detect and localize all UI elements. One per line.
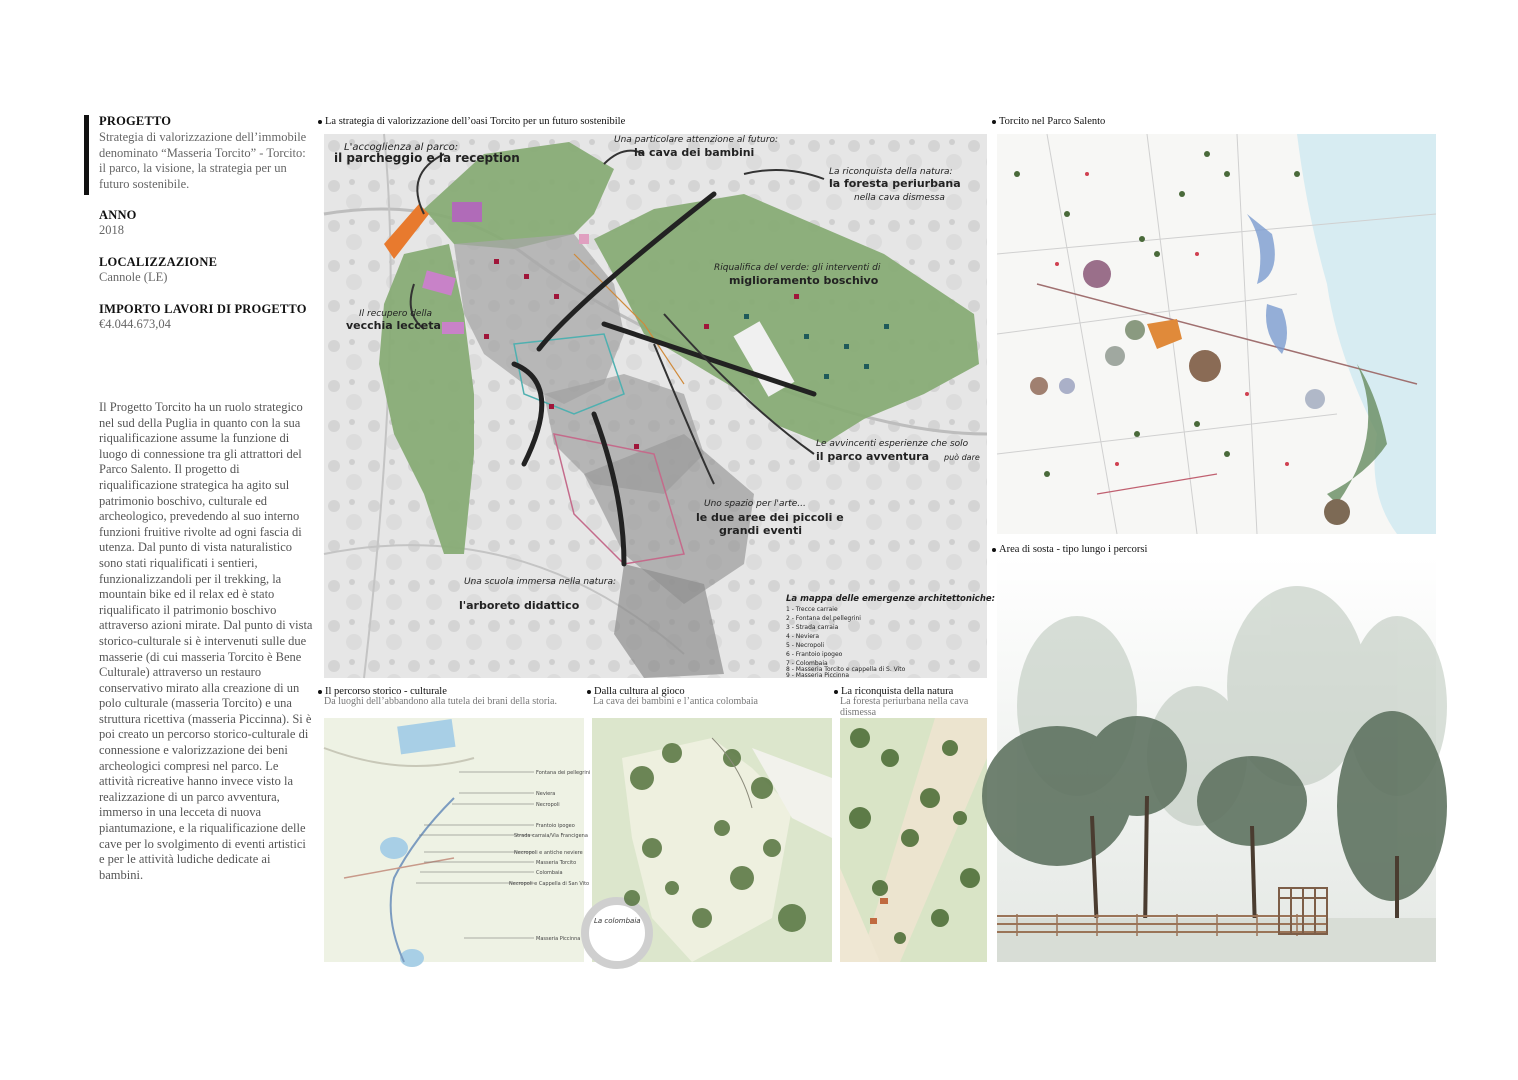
caption-percorso: Il percorso storico - culturale (318, 686, 447, 697)
amount-value: €4.044.673,04 (99, 317, 171, 331)
legend-item: 2 - Fontana del pellegrini (786, 615, 861, 622)
percorso-label: Frantoio ipogeo (536, 823, 575, 829)
accent-bar (84, 115, 89, 195)
year-label: ANNO (99, 208, 137, 222)
percorso-label: Neviera (536, 791, 556, 797)
annot-4-big: vecchia lecceta (346, 319, 441, 332)
legend-item: 9 - Masseria Piccinna (786, 672, 850, 679)
percorso-label: Necropoli e antiche neviere (514, 850, 583, 856)
caption-strategy: La strategia di valorizzazione dell’oasi Torcito per un futuro sostenibile (318, 116, 625, 127)
annot-0-big: il parcheggio e la reception (334, 151, 520, 165)
caption-area-sosta: Area di sosta - tipo lungo i percorsi (992, 544, 1147, 555)
caption-cultura: Dalla cultura al gioco (587, 686, 685, 697)
percorso-label: Masseria Torcito (536, 860, 577, 866)
location-label: LOCALIZZAZIONE (99, 255, 218, 269)
caption-parco-salento: Torcito nel Parco Salento (992, 116, 1105, 127)
subcaption-cultura: La cava dei bambini e l’antica colombaia (593, 696, 758, 707)
annot-6-tail: grandi eventi (719, 524, 802, 537)
annot-3-small: Riqualifica del verde: gli interventi di (714, 263, 881, 273)
project-label: PROGETTO (99, 114, 172, 128)
project-value: Strategia di valorizzazione dell’immobile denominato “Masseria Torcito” - Torcito: il parco, la visione, la strategia per un futuro sostenibile. (99, 130, 307, 191)
annot-2-tail: nella cava dismessa (854, 193, 945, 203)
percorso-plan (324, 718, 591, 962)
annot-0-small: L'accoglienza al parco: (344, 142, 459, 153)
area-sosta-render (997, 556, 1436, 962)
legend-title: La mappa delle emergenze architettoniche: (786, 594, 996, 604)
legend-item: 1 - Trecce carraie (786, 606, 838, 613)
strategy-map (324, 134, 996, 679)
annot-7-small: Una scuola immersa nella natura: (464, 577, 617, 587)
annot-2-small: La riconquista della natura: (829, 167, 953, 177)
annot-4-small: Il recupero della (359, 309, 432, 319)
annot-6-small: Uno spazio per l'arte... (704, 499, 806, 509)
amount-label: IMPORTO LAVORI DI PROGETTO (99, 302, 307, 316)
annot-5-big: il parco avventura (816, 450, 929, 463)
legend-item: 6 - Frantoio ipogeo (786, 651, 843, 658)
annot-5-tail: può dare (944, 453, 980, 462)
cava-bambini-plan (592, 718, 832, 962)
annot-1-small: Una particolare attenzione al futuro: (614, 135, 779, 145)
project-description: Il Progetto Torcito ha un ruolo strategico nel sud della Puglia in quanto con la sua riqualificazione assume la funzione di luogo di connessione tra gli attrattori del Parco Salento. Il progetto di riqualificazione strategica ha agito sul patrimonio boschivo, culturale ed archeologico, prevedendo al suo interno funzioni fruitive rivolte ad ogni fascia di utenza. Dal punto di vista naturalistico sono stati riqualificati i sentieri, funzionalizzandoli per il trekking, la mountain bike ed il relax ed è stato riqualificato il patrimonio boschivo attraverso azioni mirate. Dal punto di vista storico-culturale si è intervenuti sulle due masserie (di cui masseria Torcito è Bene Culturale) attraverso un restauro conservativo mirato alla creazione di un polo culturale (masseria Torcito) e una struttura ricettiva (masseria Piccinna). Si è poi creato un percorso storico-culturale di connessione e valorizzazione dei beni archeologici compresi nel parco. Le attività ricreative hanno invece visto la realizzazione di un parco avventura, immerso in una lecceta di nuova piantumazione, e la riqualificazione delle cave per lo svolgimento di eventi artistici e per le attività ludiche dedicate ai bambini. (99, 400, 313, 882)
foresta-periurbana-plan (840, 718, 987, 962)
annot-7-big: l'arboreto didattico (459, 599, 580, 612)
annot-1-big: la cava dei bambini (634, 146, 755, 159)
percorso-label: Masseria Piccinna (536, 936, 581, 942)
colombaia-label: La colombaia (594, 917, 641, 925)
annot-6-big: le due aree dei piccoli e (696, 511, 844, 524)
year-value: 2018 (99, 223, 124, 237)
percorso-label: Fontana dei pellegrini (536, 770, 591, 776)
percorso-label: Strada carraia/Via Francigena (514, 833, 588, 839)
annot-2-big: la foresta periurbana (829, 177, 961, 190)
percorso-label: Colombaia (536, 870, 563, 876)
parco-salento-map (997, 134, 1436, 534)
annot-5-small: Le avvincenti esperienze che solo (816, 439, 969, 449)
percorso-label: Necropoli (536, 802, 560, 808)
percorso-label: Necropoli e Cappella di San Vito (509, 881, 590, 887)
legend-item: 5 - Necropoli (786, 642, 825, 649)
legend-item: 8 - Masseria Torcito e cappella di S. Vito (786, 666, 906, 673)
legend-item: 3 - Strada carraia (786, 624, 839, 631)
location-value: Cannole (LE) (99, 270, 168, 284)
subcaption-percorso: Da luoghi dell’abbandono alla tutela dei brani della storia. (324, 696, 557, 707)
annot-3-big: miglioramento boschivo (729, 274, 879, 287)
subcaption-natura: La foresta periurbana nella cava dismessa (840, 696, 969, 718)
legend-item: 7 - Colombaia (786, 660, 828, 667)
legend-item: 4 - Neviera (786, 633, 820, 640)
caption-natura: La riconquista della natura (834, 686, 953, 697)
